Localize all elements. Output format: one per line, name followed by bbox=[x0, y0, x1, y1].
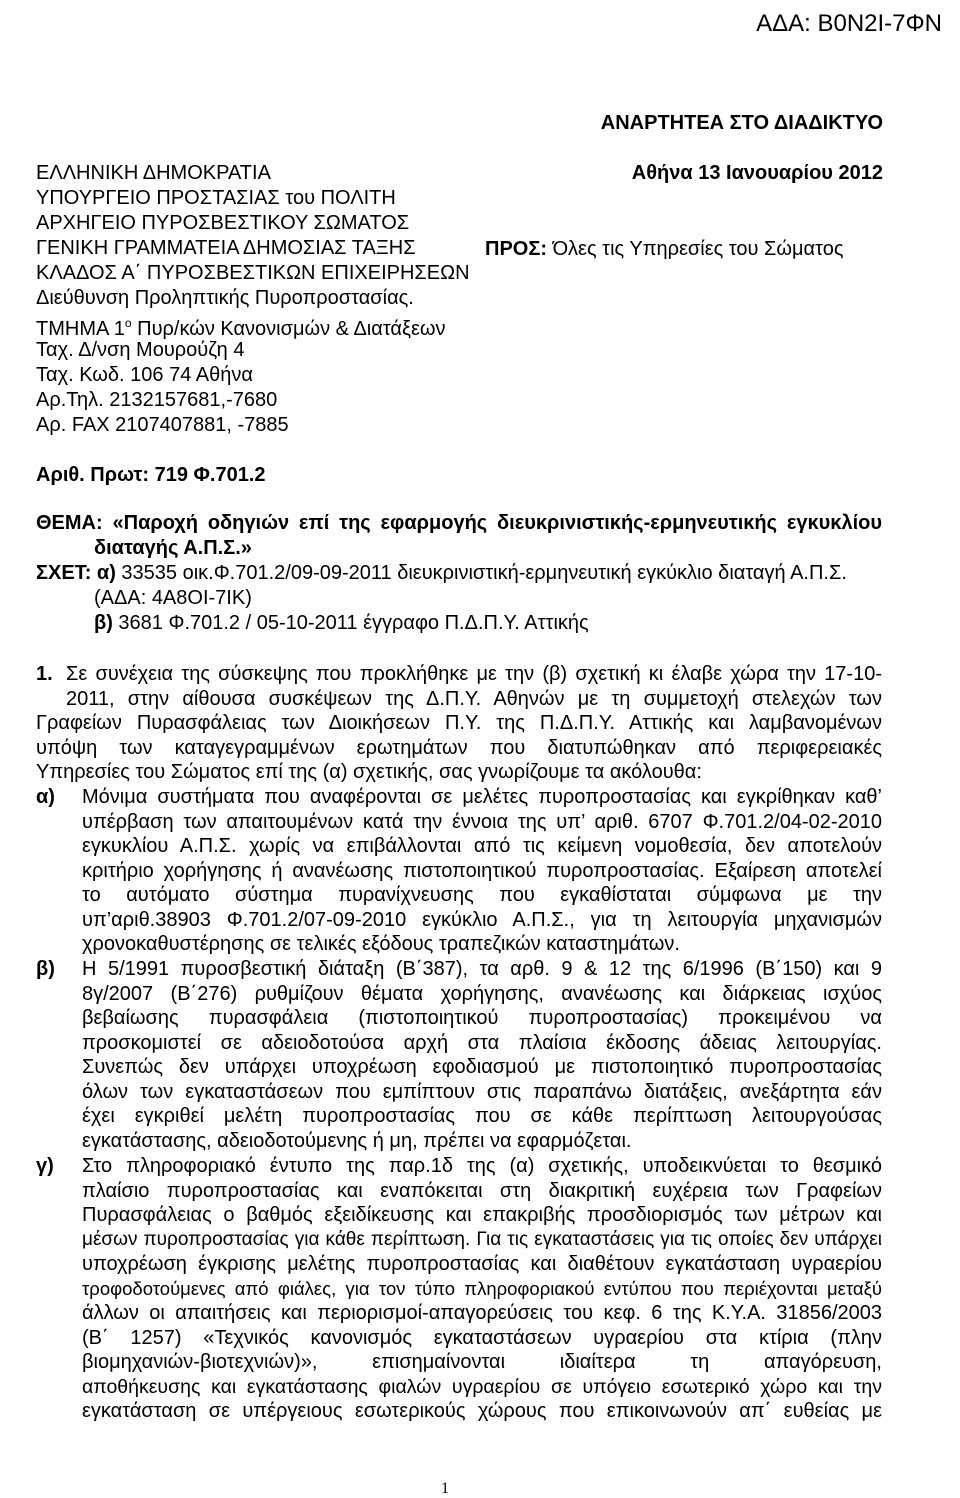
text-line: εγκατάσταση σε υπέργειους εσωτερικούς χώρους που επικοινωνούν απ΄ ευθείας με bbox=[82, 1400, 882, 1422]
text-line: 2011, στην αίθουσα συσκέψεων της Δ.Π.Υ. Αθηνών με τη συμμετοχή στελεχών των bbox=[66, 687, 882, 710]
text-line: υπέρβαση των απαιτουμένων κατά την έννοια της υπ’ αριθ. 6707 Φ.701.2/04-02-2010 bbox=[82, 810, 882, 833]
item-b bbox=[36, 957, 882, 1153]
sender-line: ΤΜΗΜΑ $1^o$ Πυρ/κών Κανονισμών & Διατάξεων bbox=[36, 316, 446, 340]
subject-line: ΘΕΜΑ: «Παροχή οδηγιών επί της εφαρμογής διευκρινιστικής-ερμηνευτικής εγκυκλίου bbox=[36, 512, 882, 534]
online-publication-note: ΑΝΑΡΤΗΤΕΑ ΣΤΟ ΔΙΑΔΙΚΤΥΟ bbox=[600, 112, 883, 134]
reference-a: ΣΧΕΤ: α) 33535 οικ.Φ.701.2/09-09-2011 διευκρινιστική-ερμηνευτική εγκύκλιο διαταγή Α.Π.Σ. bbox=[36, 562, 847, 584]
recipient-value: Όλες τις Υπηρεσίες του Σώματος bbox=[547, 238, 844, 260]
recipient-line bbox=[485, 238, 843, 261]
paragraph-1 bbox=[36, 662, 882, 785]
text-line: προσκομιστεί σε αδειοδοτούσα αρχή στα πλαίσια έκδοσης άδειας λειτουργίας. bbox=[82, 1031, 882, 1054]
item-label: α) bbox=[36, 786, 55, 808]
text-line: όλων των εγκαταστάσεων που εμπίπτουν στις παραπάνω διατάξεις, ανεξάρτητα εάν bbox=[82, 1080, 882, 1103]
subject-line: διαταγής Α.Π.Σ.» bbox=[94, 537, 252, 559]
item-label: γ) bbox=[36, 1155, 54, 1177]
text-line: 8γ/2007 (Β΄276) ρυθμίζουν θέματα χορήγησης, ανανέωσης και διάρκειας ισχύος bbox=[82, 982, 882, 1005]
recipient-label: ΠΡΟΣ: bbox=[485, 238, 548, 260]
text-line: κριτήριο χορήγησης ή ανανέωσης πιστοποιητικού πυροπροστασίας. Εξαίρεση αποτελεί bbox=[82, 859, 882, 882]
sender-line: ΕΛΛΗΝΙΚΗ ΔΗΜΟΚΡΑΤΙΑ bbox=[36, 162, 271, 184]
item-a bbox=[36, 785, 882, 957]
protocol-number: Αριθ. Πρωτ: 719 Φ.701.2 bbox=[36, 464, 266, 486]
reference-b: β) 3681 Φ.701.2 / 05-10-2011 έγγραφο Π.Δ.Π.Υ. Αττικής bbox=[94, 612, 589, 634]
text-line: Μόνιμα συστήματα που αναφέρονται σε μελέτες πυροπροστασίας και εγκρίθηκαν καθ’ bbox=[82, 786, 882, 808]
sender-line: ΑΡΧΗΓΕΙΟ ΠΥΡΟΣΒΕΣΤΙΚΟΥ ΣΩΜΑΤΟΣ bbox=[36, 212, 410, 234]
sender-line: ΓΕΝΙΚΗ ΓΡΑΜΜΑΤΕΙΑ ΔΗΜΟΣΙΑΣ ΤΑΞΗΣ bbox=[36, 237, 416, 259]
ada-code: ΑΔΑ: Β0Ν2Ι-7ΦΝ bbox=[756, 10, 942, 37]
item-label: β) bbox=[36, 958, 55, 980]
text-line: Υπηρεσίες του Σώματος επί της (α) σχετικής, σας γνωρίζουμε τα ακόλουθα: bbox=[36, 761, 702, 783]
text-line: πλαίσιο πυροπροστασίας και εναπόκειται στη διακριτική ευχέρεια των Γραφείων bbox=[82, 1179, 882, 1202]
paragraph-number: 1. bbox=[36, 663, 53, 685]
text-line: Στο πληροφοριακό έντυπο της παρ.1δ της (α) σχετικής, υποδεικνύεται το θεσμικό bbox=[82, 1155, 882, 1177]
sender-line: Διεύθυνση Προληπτικής Πυροπροστασίας. bbox=[36, 287, 414, 309]
text-line: άλλων οι απαιτήσεις και περιορισμοί-απαγορεύσεις του κεφ. 6 της Κ.Υ.Α. 31856/2003 bbox=[82, 1302, 882, 1324]
text-line: χρονοκαθυστέρησης σε τελικές εξόδους τραπεζικών καταστημάτων. bbox=[82, 933, 680, 955]
text-line: εγκατάστασης, αδειοδοτούμενης ή μη, πρέπει να εφαρμόζεται. bbox=[82, 1129, 632, 1152]
sender-line: ΥΠΟΥΡΓΕΙΟ ΠΡΟΣΤΑΣΙΑΣ του ΠΟΛΙΤΗ bbox=[36, 187, 396, 209]
sender-line: Ταχ. Δ/νση Μουρούζη 4 bbox=[36, 339, 245, 361]
text-line: Συνεπώς δεν υπάρχει υποχρέωση εφοδιασμού με πιστοποιητικό πυροπροστασίας bbox=[82, 1056, 882, 1078]
text-line: υπόψη των καταγεγραμμένων ερωτημάτων που διατυπώθηκαν από περιφερειακές bbox=[36, 736, 882, 759]
text-line: βεβαίωσης πυρασφάλεια (πιστοποιητικού πυροπροστασίας) προκειμένου να bbox=[82, 1007, 882, 1029]
text-line: υποχρέωση έγκρισης μελέτης πυροπροστασίας και διαθέτουν εγκατάσταση υγραερίου bbox=[82, 1253, 882, 1275]
text-line: Πυρασφάλειας ο βαθμός εξειδίκευσης και επακριβής προσδιορισμός των μέτρων και bbox=[82, 1204, 882, 1226]
reference-a-ada: (ΑΔΑ: 4Α8ΟΙ-7ΙΚ) bbox=[94, 587, 252, 609]
document-date: Αθήνα 13 Ιανουαρίου 2012 bbox=[631, 162, 883, 184]
sender-line: Αρ.Τηλ. 2132157681,-7680 bbox=[36, 389, 278, 411]
text-line: έχει εγκριθεί μελέτη πυροπροστασίας που σε κάθε περίπτωση λειτουργούσας bbox=[82, 1105, 882, 1127]
page-number: 1 bbox=[441, 1480, 449, 1497]
text-line: το αυτόματο σύστημα πυρανίχνευσης που εγκαθίσταται σύμφωνα με την bbox=[82, 884, 882, 906]
text-line: Γραφείων Πυρασφάλειας των Διοικήσεων Π.Υ. της Π.Δ.Π.Υ. Αττικής και λαμβανομένων bbox=[36, 712, 882, 734]
text-line: τροφοδοτούμενες από φιάλες, για τον τύπο πληροφοριακού εντύπου που περιέχονται μεταξύ bbox=[82, 1277, 882, 1299]
text-line: υπ’αριθ.38903 Φ.701.2/07-09-2010 εγκύκλιο Α.Π.Σ., για τη λειτουργία μηχανισμών bbox=[82, 908, 882, 931]
item-c bbox=[36, 1154, 882, 1424]
text-line: αποθήκευσης και εγκατάστασης φιαλών υγραερίου σε υπόγειο εσωτερικό χώρο και την bbox=[82, 1375, 882, 1398]
text-line: (Β΄ 1257) «Τεχνικός κανονισμός εγκαταστάσεων υγραερίου στα κτίρια (πλην bbox=[82, 1326, 882, 1349]
text-line: μέσων πυροπροστασίας για κάθε περίπτωση. Για τις εγκαταστάσεις για τις οποίες δεν υπάρχει bbox=[82, 1228, 882, 1250]
text-line: Σε συνέχεια της σύσκεψης που προκλήθηκε με την (β) σχετική κι έλαβε χώρα την 17-10- bbox=[66, 663, 882, 685]
text-line: Η 5/1991 πυροσβεστική διάταξη (Β΄387), τα αρθ. 9 & 12 της 6/1996 (Β΄150) και 9 bbox=[82, 958, 882, 980]
sender-line: ΚΛΑΔΟΣ Α΄ ΠΥΡΟΣΒΕΣΤΙΚΩΝ ΕΠΙΧΕΙΡΗΣΕΩΝ bbox=[36, 262, 470, 284]
text-line: βιομηχανιών-βιοτεχνιών)», επισημαίνονται ιδιαίτερα τη απαγόρευση, bbox=[82, 1351, 882, 1373]
sender-line: Αρ. FAX 2107407881, -7885 bbox=[36, 414, 289, 436]
text-line: εγκυκλίου Α.Π.Σ. χωρίς να επιβάλλονται από τις κείμενη νομοθεσία, δεν αποτελούν bbox=[82, 835, 882, 857]
sender-line: Ταχ. Κωδ. 106 74 Αθήνα bbox=[36, 364, 253, 386]
